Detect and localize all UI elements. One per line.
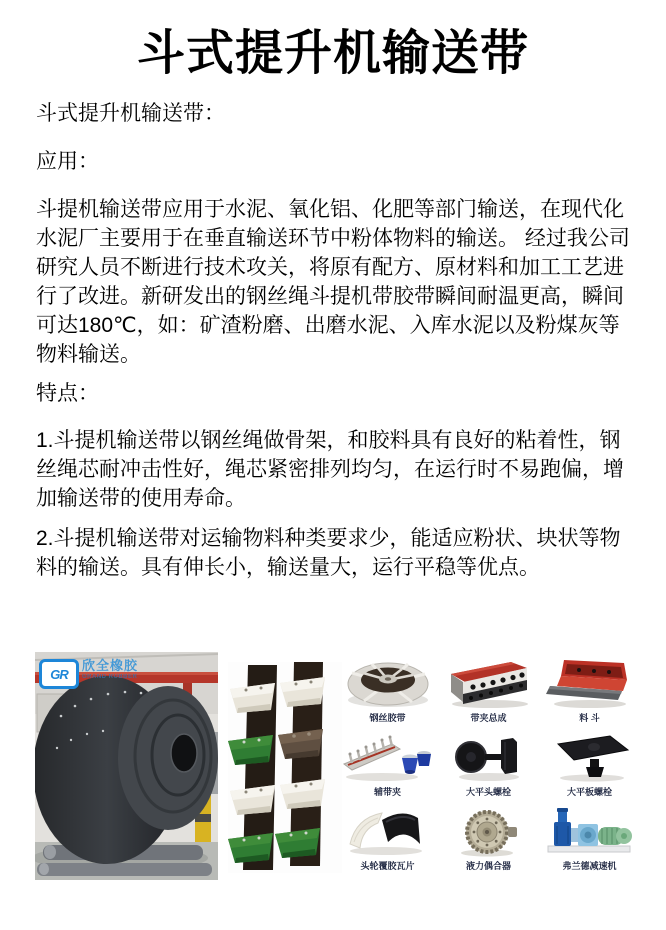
logo-names <box>82 659 138 680</box>
feature-item-1: 1.斗提机输送带以钢丝绳做骨架，和胶料具有良好的粘着性，钢丝绳芯耐冲击性好，绳芯紧密排列均匀，在运行时不易跑偏，增加输送带的使用寿命。 <box>36 429 624 510</box>
flat-head-bolt-image <box>443 732 535 784</box>
flat-plate-bolt-image <box>544 732 636 784</box>
product-item <box>337 650 438 724</box>
product-caption: 带夹总成 <box>470 713 507 723</box>
logo-name-en: GRAND RUBBER <box>82 674 138 680</box>
product-thumb <box>443 730 535 784</box>
product-item <box>438 798 539 872</box>
fluid-coupling-image <box>443 806 535 858</box>
product-thumb <box>443 804 535 858</box>
product-item <box>539 798 640 872</box>
head-pulley-rubber-tiles-image <box>342 806 434 858</box>
belt-clamp-assembly-image <box>443 658 535 710</box>
product-thumb <box>544 804 636 858</box>
flender-reducer-image <box>544 806 636 858</box>
product-caption: 液力偶合器 <box>465 861 511 871</box>
logo-name-cn: 欣全橡胶 <box>82 658 139 673</box>
elevator-buckets-illustration <box>228 662 342 873</box>
product-thumb <box>544 730 636 784</box>
product-item <box>539 650 640 724</box>
product-item <box>438 724 539 798</box>
product-caption: 料 斗 <box>579 713 600 723</box>
product-grid <box>337 650 640 874</box>
steel-cord-belt-coil-image <box>342 658 434 710</box>
application-text: 斗提机输送带应用于水泥、氧化铝、化肥等部门输送，在现代化水泥厂主要用于在垂直输送环节中粉体物料的输送。 经过我公司研究人员不断进行技术攻关，将原有配方、原材料和加工工艺进行了改进。新研发出的钢丝绳斗提机带胶带瞬间耐温更高，瞬间可达180℃，如：矿渣粉磨、出磨水泥、入库水泥以及粉煤灰等物料输送。 <box>36 198 630 366</box>
product-caption: 钢丝胶带 <box>369 713 406 723</box>
elevator-buckets-photo <box>228 662 342 873</box>
product-item <box>337 724 438 798</box>
product-item <box>337 798 438 872</box>
hopper-image <box>544 658 636 710</box>
product-caption: 头轮覆胶瓦片 <box>360 861 415 871</box>
auxiliary-belt-clamp-image <box>342 732 434 784</box>
product-thumb <box>342 804 434 858</box>
product-thumb <box>443 656 535 710</box>
features-label: 特点： <box>36 382 99 405</box>
company-logo <box>39 659 138 689</box>
intro-label: 斗式提升机输送带： <box>36 102 225 125</box>
product-caption: 大平头螺栓 <box>465 787 511 797</box>
product-thumb <box>342 656 434 710</box>
product-item <box>438 650 539 724</box>
product-thumb <box>342 730 434 784</box>
product-thumb <box>544 656 636 710</box>
product-item <box>539 724 640 798</box>
factory-belt-roll-photo <box>35 652 218 880</box>
page-title: 斗式提升机输送带 <box>136 27 529 80</box>
product-caption: 大平板螺栓 <box>566 787 612 797</box>
logo-gr-badge: GR <box>39 659 79 689</box>
product-caption: 辅带夹 <box>373 787 401 797</box>
product-gallery <box>0 640 666 890</box>
application-label: 应用： <box>36 150 99 173</box>
product-caption: 弗兰德减速机 <box>562 861 617 871</box>
feature-item-2: 2.斗提机输送带对运输物料种类要求少，能适应粉状、块状等物料的输送。具有伸长小，输送量大，运行平稳等优点。 <box>36 527 621 579</box>
